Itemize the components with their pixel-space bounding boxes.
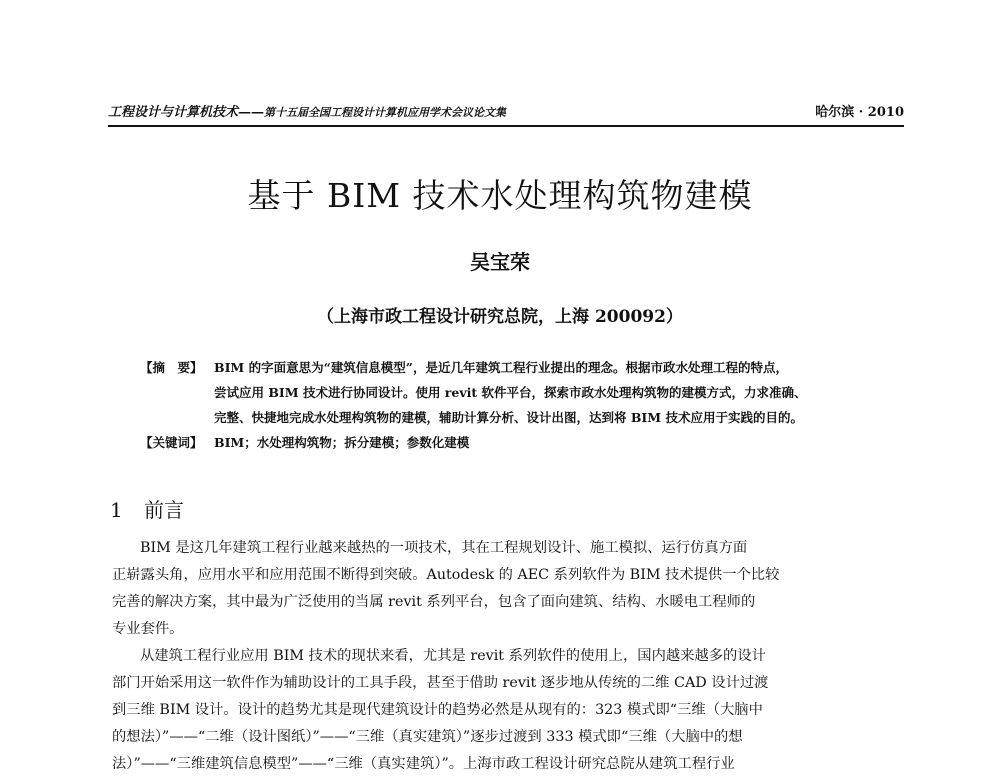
- body-line: 专业套件。: [112, 621, 184, 637]
- author-affiliation: （上海市政工程设计研究总院，上海 200092）: [317, 307, 683, 327]
- abstract-label: 【摘 要】: [140, 360, 203, 375]
- abstract-text: BIM 的字面意思为“建筑信息模型”，是近几年建筑工程行业提出的理念。根据市政水处理工程的特点，: [214, 360, 788, 375]
- abstract-line: [140, 355, 910, 380]
- body-line: 完善的解决方案，其中最为广泛使用的当属 revit 系列平台，包含了面向建筑、结构、水暖电工程师的: [112, 594, 756, 610]
- body-text: [112, 535, 904, 778]
- section-number: 1: [110, 498, 123, 522]
- body-line: 正崭露头角，应用水平和应用范围不断得到突破。Autodesk 的 AEC 系列软件为 BIM 技术提供一个比较: [112, 567, 780, 583]
- header-location-year: 哈尔滨 · 2010: [815, 105, 904, 120]
- keywords-line: [140, 430, 910, 455]
- keywords-text: BIM；水处理构筑物；拆分建模；参数化建模: [214, 435, 470, 450]
- section-title-text: 前言: [144, 498, 184, 522]
- author-name: 吴宝荣: [470, 250, 530, 274]
- abstract-block: [140, 355, 910, 455]
- body-line: 到三维 BIM 设计。设计的趋势尤其是现代建筑设计的趋势必然是从现有的：323 模式即“三维（大脑中: [112, 702, 763, 718]
- conference-name: 第十五届全国工程设计计算机应用学术会议论文集: [264, 106, 507, 119]
- body-line: 的想法）”——“二维（设计图纸）”——“三维（真实建筑）”逐步过渡到 333 模式即“三维（大脑中的想: [112, 729, 743, 745]
- keywords-label: 【关键词】: [140, 435, 203, 450]
- abstract-line: 尝试应用 BIM 技术进行协同设计。使用 revit 软件平台，探索市政水处理构筑物的建模方式，力求准确、: [214, 385, 807, 400]
- journal-name: 工程设计与计算机技术——: [108, 105, 265, 120]
- body-line: 法）”——“三维建筑信息模型”——“三维（真实建筑）”。上海市政工程设计研究总院从建筑工程行业: [112, 756, 735, 772]
- abstract-line: 完整、快捷地完成水处理构筑物的建模，辅助计算分析、设计出图，达到将 BIM 技术应用于实践的目的。: [214, 410, 803, 425]
- section-heading: [110, 494, 184, 523]
- paper-title: 基于 BIM 技术水处理构筑物建模: [247, 176, 753, 215]
- body-line: 从建筑工程行业应用 BIM 技术的现状来看，尤其是 revit 系列软件的使用上，国内越来越多的设计: [140, 648, 766, 664]
- body-line: BIM 是这几年建筑工程行业越来越热的一项技术，其在工程规划设计、施工模拟、运行仿真方面: [140, 540, 748, 556]
- body-line: 部门开始采用这一软件作为辅助设计的工具手段，甚至于借助 revit 逐步地从传统的二维 CAD 设计过渡: [112, 675, 769, 691]
- journal-title: [108, 103, 506, 123]
- running-header: [108, 103, 904, 127]
